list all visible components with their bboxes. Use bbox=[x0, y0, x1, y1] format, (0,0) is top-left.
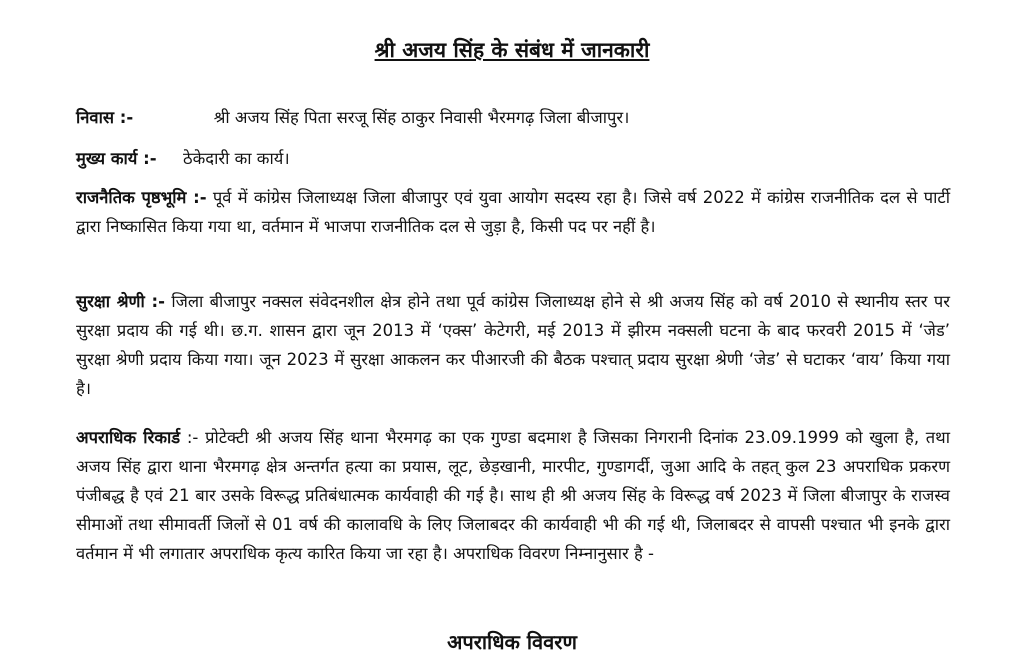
criminal-record-text: :- प्रोटेक्टी श्री अजय सिंह थाना भैरमगढ़ का एक गुण्डा बदमाश है जिसका निगरानी दिनांक 23.09.1999 को खुला है, तथा अजय सिंह द्वारा थाना भैरमगढ़ क्षेत्र अन्तर्गत हत्या का प्रयास, लूट, छेड़खानी, मारपीट, गुण्डागर्दी, जुआ आदि के तहत् कुल 23 अपराधिक प्रकरण पंजीबद्ध है एवं 21 बार उसके विरूद्ध प्रतिबंधात्मक कार्यवाही की गई है। साथ ही श्री अजय सिंह के विरूद्ध वर्ष 2023 में जिला बीजापुर के राजस्व सीमाओं तथा सीमावर्ती जिलों से 01 वर्ष की कालावधि के लिए जिलाबदर की कार्यवाही भी की गई थी, जिलाबदर से वापसी पश्चात भी इनके द्वारा वर्तमान में भी लगातार अपराधिक कृत्य कारित किया जा रहा है। अपराधिक विवरण निम्नानुसार है - bbox=[76, 428, 951, 563]
political-background-section bbox=[76, 183, 950, 241]
main-work-label: मुख्य कार्य :- bbox=[76, 149, 157, 168]
main-work-section bbox=[76, 144, 950, 173]
political-background-label: राजनैतिक पृष्ठभूमि :- bbox=[76, 188, 207, 207]
residence-text: श्री अजय सिंह पिता सरजू सिंह ठाकुर निवासी भैरमगढ़ जिला बीजापुर। bbox=[213, 108, 630, 127]
residence-section bbox=[76, 103, 950, 132]
residence-label: निवास :- bbox=[76, 108, 134, 127]
page-title: श्री अजय सिंह के संबंध में जानकारी bbox=[374, 38, 650, 62]
security-category-text: जिला बीजापुर नक्सल संवेदनशील क्षेत्र होने तथा पूर्व कांग्रेस जिलाध्यक्ष होने से श्री अजय सिंह को वर्ष 2010 से स्थानीय स्तर पर सुरक्षा प्रदाय की गई थी। छ.ग. शासन द्वारा जून 2013 में ‘एक्स’ केटेगरी, मई 2013 में झीरम नक्सली घटना के बाद फरवरी 2015 में ‘जेड’ सुरक्षा श्रेणी प्रदाय किया गया। जून 2023 में सुरक्षा आकलन कर पीआरजी की बैठक पश्चात् प्रदाय सुरक्षा श्रेणी ‘जेड’ से घटाकर ‘वाय’ किया गया है। bbox=[76, 292, 951, 398]
criminal-record-label: अपराधिक रिकार्ड bbox=[76, 428, 181, 447]
security-category-section bbox=[76, 287, 950, 403]
next-section-heading: अपराधिक विवरण bbox=[447, 630, 577, 654]
criminal-record-section bbox=[76, 423, 950, 568]
political-background-text: पूर्व में कांग्रेस जिलाध्यक्ष जिला बीजापुर एवं युवा आयोग सदस्य रहा है। जिसे वर्ष 2022 में कांग्रेस राजनीतिक दल से पार्टी द्वारा निष्कासित किया गया था, वर्तमान में भाजपा राजनीतिक दल से जुड़ा है, किसी पद पर नहीं है। bbox=[76, 188, 951, 236]
security-category-label: सुरक्षा श्रेणी :- bbox=[76, 292, 165, 311]
main-work-text: ठेकेदारी का कार्य। bbox=[183, 149, 290, 168]
